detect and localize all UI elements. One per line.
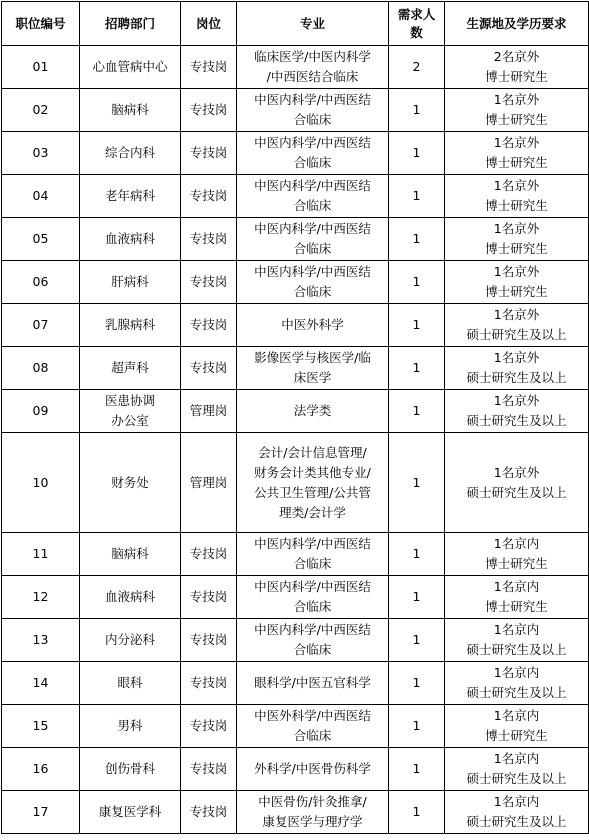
cell-department — [80, 218, 181, 261]
table-row — [2, 261, 589, 304]
cell-requirement — [445, 705, 589, 748]
cell-headcount: 1 — [389, 576, 445, 619]
cell-major — [237, 89, 389, 132]
cell-requirement — [445, 261, 589, 304]
cell-post-type: 专技岗 — [181, 791, 237, 834]
cell-department — [80, 132, 181, 175]
cell-requirement — [445, 433, 589, 533]
cell-requirement — [445, 175, 589, 218]
major-line: 康复医学与理疗学 — [262, 814, 363, 829]
cell-department — [80, 619, 181, 662]
major-line: 眼科学/中医五官科学 — [254, 675, 371, 690]
header-count-line1: 需求人 — [397, 6, 436, 22]
table-row — [2, 705, 589, 748]
cell-position-id: 09 — [2, 390, 80, 433]
cell-department — [80, 791, 181, 834]
cell-position-id: 15 — [2, 705, 80, 748]
cell-requirement — [445, 662, 589, 705]
table-row — [2, 390, 589, 433]
requirement-line: 博士研究生 — [485, 728, 548, 743]
cell-headcount: 1 — [389, 347, 445, 390]
cell-requirement — [445, 791, 589, 834]
department-line: 血液病科 — [104, 589, 155, 604]
cell-position-id: 17 — [2, 791, 80, 834]
requirement-line: 博士研究生 — [485, 599, 548, 614]
cell-major — [237, 390, 389, 433]
cell-department — [80, 705, 181, 748]
table-row — [2, 89, 589, 132]
cell-major — [237, 576, 389, 619]
requirement-line: 1名京外 — [493, 178, 540, 193]
table-row — [2, 433, 589, 533]
cell-major — [237, 533, 389, 576]
cell-headcount: 1 — [389, 89, 445, 132]
cell-headcount: 1 — [389, 304, 445, 347]
table-row — [2, 748, 589, 791]
cell-headcount: 1 — [389, 175, 445, 218]
major-line: 中医内科学/中西医结 — [254, 579, 371, 594]
cell-position-id: 13 — [2, 619, 80, 662]
cell-post-type: 专技岗 — [181, 132, 237, 175]
requirement-line: 硕士研究生及以上 — [466, 814, 567, 829]
cell-major — [237, 705, 389, 748]
cell-department — [80, 390, 181, 433]
cell-post-type: 专技岗 — [181, 347, 237, 390]
department-line: 老年病科 — [104, 188, 155, 203]
requirement-line: 博士研究生 — [485, 241, 548, 256]
cell-department — [80, 662, 181, 705]
cell-department — [80, 261, 181, 304]
major-line: 合临床 — [293, 241, 332, 256]
requirement-line: 1名京内 — [493, 579, 540, 594]
major-line: 合临床 — [293, 198, 332, 213]
cell-headcount: 1 — [389, 705, 445, 748]
requirement-line: 博士研究生 — [485, 155, 548, 170]
requirement-line: 硕士研究生及以上 — [466, 484, 567, 500]
cell-position-id: 16 — [2, 748, 80, 791]
major-line: 合临床 — [293, 642, 332, 657]
header-dept: 招聘部门 — [80, 2, 181, 46]
header-count-line2: 数 — [410, 24, 423, 40]
cell-post-type: 专技岗 — [181, 619, 237, 662]
cell-position-id: 01 — [2, 46, 80, 89]
table-row — [2, 791, 589, 834]
header-major: 专业 — [237, 2, 389, 46]
major-line: 法学类 — [293, 403, 332, 418]
cell-post-type: 专技岗 — [181, 218, 237, 261]
cell-headcount: 1 — [389, 533, 445, 576]
major-line: 临床医学/中医内科学 — [254, 49, 371, 64]
cell-post-type: 专技岗 — [181, 576, 237, 619]
major-line: 公共卫生管理/公共管 — [254, 484, 371, 500]
cell-requirement — [445, 132, 589, 175]
table-row — [2, 662, 589, 705]
requirement-line: 硕士研究生及以上 — [466, 642, 567, 657]
requirement-line: 1名京内 — [493, 794, 540, 809]
table-row — [2, 619, 589, 662]
cell-position-id: 08 — [2, 347, 80, 390]
major-line: 中医内科学/中西医结 — [254, 264, 371, 279]
table-row — [2, 533, 589, 576]
cell-requirement — [445, 748, 589, 791]
requirement-line: 1名京外 — [493, 264, 540, 279]
requirement-line: 博士研究生 — [485, 284, 548, 299]
cell-requirement — [445, 304, 589, 347]
cell-department — [80, 46, 181, 89]
cell-headcount: 1 — [389, 619, 445, 662]
major-line: 合临床 — [293, 728, 332, 743]
cell-position-id: 05 — [2, 218, 80, 261]
cell-department — [80, 304, 181, 347]
cell-major — [237, 132, 389, 175]
department-line: 乳腺病科 — [104, 317, 155, 332]
cell-requirement — [445, 46, 589, 89]
cell-department — [80, 748, 181, 791]
cell-position-id: 10 — [2, 433, 80, 533]
table-row — [2, 304, 589, 347]
department-line: 创伤骨科 — [104, 761, 155, 776]
cell-post-type: 专技岗 — [181, 175, 237, 218]
cell-position-id: 14 — [2, 662, 80, 705]
header-row — [2, 2, 589, 46]
cell-major — [237, 218, 389, 261]
department-line: 康复医学科 — [98, 804, 162, 819]
cell-major — [237, 347, 389, 390]
header-count — [389, 2, 445, 46]
cell-requirement — [445, 390, 589, 433]
cell-requirement — [445, 89, 589, 132]
cell-headcount: 2 — [389, 46, 445, 89]
requirement-line: 硕士研究生及以上 — [466, 685, 567, 700]
major-line: 合临床 — [293, 284, 332, 299]
cell-major — [237, 662, 389, 705]
cell-post-type: 专技岗 — [181, 261, 237, 304]
cell-headcount: 1 — [389, 433, 445, 533]
cell-major — [237, 433, 389, 533]
cell-major — [237, 261, 389, 304]
cell-department — [80, 347, 181, 390]
major-line: 中医内科学/中西医结 — [254, 92, 371, 107]
department-line: 心血管病中心 — [92, 59, 168, 74]
cell-headcount: 1 — [389, 261, 445, 304]
recruitment-table — [1, 1, 589, 834]
table-row — [2, 132, 589, 175]
requirement-line: 1名京内 — [493, 665, 540, 680]
department-line: 眼科 — [117, 675, 143, 690]
major-line: 合临床 — [293, 112, 332, 127]
cell-position-id: 12 — [2, 576, 80, 619]
major-line: /中西医结合临床 — [266, 69, 359, 84]
department-line: 肝病科 — [111, 274, 149, 289]
major-line: 中医外科学/中西医结 — [254, 708, 371, 723]
requirement-line: 博士研究生 — [485, 198, 548, 213]
cell-major — [237, 748, 389, 791]
table-row — [2, 175, 589, 218]
department-line: 脑病科 — [111, 102, 149, 117]
cell-requirement — [445, 347, 589, 390]
requirement-line: 硕士研究生及以上 — [466, 413, 567, 428]
department-line: 血液病科 — [104, 231, 155, 246]
major-line: 合临床 — [293, 155, 332, 170]
cell-post-type: 专技岗 — [181, 46, 237, 89]
cell-department — [80, 433, 181, 533]
table-row — [2, 347, 589, 390]
cell-department — [80, 576, 181, 619]
department-line: 内分泌科 — [104, 632, 155, 647]
table-row — [2, 218, 589, 261]
department-line: 综合内科 — [104, 145, 155, 160]
department-line: 脑病科 — [111, 546, 149, 561]
major-line: 理类/会计学 — [279, 504, 346, 520]
cell-requirement — [445, 619, 589, 662]
cell-major — [237, 791, 389, 834]
requirement-line: 1名京外 — [493, 135, 540, 150]
major-line: 中医内科学/中西医结 — [254, 135, 371, 150]
cell-post-type: 专技岗 — [181, 662, 237, 705]
cell-position-id: 04 — [2, 175, 80, 218]
requirement-line: 1名京外 — [493, 307, 540, 322]
requirement-line: 博士研究生 — [485, 556, 548, 571]
cell-major — [237, 175, 389, 218]
major-line: 中医内科学/中西医结 — [254, 622, 371, 637]
cell-department — [80, 175, 181, 218]
cell-post-type: 专技岗 — [181, 705, 237, 748]
department-line: 财务处 — [111, 474, 149, 490]
cell-department — [80, 89, 181, 132]
cell-position-id: 02 — [2, 89, 80, 132]
header-requirement: 生源地及学历要求 — [445, 2, 589, 46]
requirement-line: 1名京外 — [493, 464, 540, 480]
requirement-line: 1名京外 — [493, 393, 540, 408]
cell-department — [80, 533, 181, 576]
cell-post-type: 专技岗 — [181, 748, 237, 791]
cell-post-type: 专技岗 — [181, 304, 237, 347]
department-line: 男科 — [117, 718, 143, 733]
major-line: 会计/会计信息管理/ — [258, 444, 367, 460]
department-line: 办公室 — [111, 413, 149, 428]
cell-headcount: 1 — [389, 218, 445, 261]
requirement-line: 硕士研究生及以上 — [466, 771, 567, 786]
table-row — [2, 46, 589, 89]
cell-headcount: 1 — [389, 132, 445, 175]
table-row — [2, 576, 589, 619]
cell-headcount: 1 — [389, 662, 445, 705]
major-line: 中医内科学/中西医结 — [254, 536, 371, 551]
cell-position-id: 06 — [2, 261, 80, 304]
requirement-line: 1名京外 — [493, 350, 540, 365]
major-line: 中医内科学/中西医结 — [254, 178, 371, 193]
cell-requirement — [445, 576, 589, 619]
major-line: 中医外科学 — [281, 317, 344, 332]
requirement-line: 1名京外 — [493, 221, 540, 236]
major-line: 影像医学与核医学/临 — [254, 350, 371, 365]
requirement-line: 硕士研究生及以上 — [466, 370, 567, 385]
requirement-line: 2名京外 — [493, 49, 540, 64]
requirement-line: 硕士研究生及以上 — [466, 327, 567, 342]
header-post: 岗位 — [181, 2, 237, 46]
requirement-line: 1名京内 — [493, 536, 540, 551]
cell-position-id: 11 — [2, 533, 80, 576]
major-line: 中医骨伤/针灸推拿/ — [258, 794, 367, 809]
cell-position-id: 07 — [2, 304, 80, 347]
requirement-line: 博士研究生 — [485, 112, 548, 127]
cell-major — [237, 304, 389, 347]
cell-requirement — [445, 533, 589, 576]
major-line: 外科学/中医骨伤科学 — [254, 761, 371, 776]
header-id: 职位编号 — [2, 2, 80, 46]
requirement-line: 1名京内 — [493, 622, 540, 637]
cell-headcount: 1 — [389, 390, 445, 433]
requirement-line: 1名京外 — [493, 92, 540, 107]
cell-post-type: 管理岗 — [181, 390, 237, 433]
cell-headcount: 1 — [389, 748, 445, 791]
major-line: 中医内科学/中西医结 — [254, 221, 371, 236]
department-line: 超声科 — [111, 360, 149, 375]
requirement-line: 博士研究生 — [485, 69, 548, 84]
major-line: 合临床 — [293, 599, 332, 614]
cell-requirement — [445, 218, 589, 261]
cell-headcount: 1 — [389, 791, 445, 834]
cell-position-id: 03 — [2, 132, 80, 175]
cell-major — [237, 619, 389, 662]
department-line: 医患协调 — [104, 393, 155, 408]
major-line: 合临床 — [293, 556, 332, 571]
requirement-line: 1名京内 — [493, 751, 540, 766]
major-line: 财务会计类其他专业/ — [254, 464, 371, 480]
major-line: 床医学 — [293, 370, 332, 385]
cell-post-type: 专技岗 — [181, 533, 237, 576]
cell-major — [237, 46, 389, 89]
requirement-line: 1名京内 — [493, 708, 540, 723]
cell-post-type: 管理岗 — [181, 433, 237, 533]
cell-post-type: 专技岗 — [181, 89, 237, 132]
